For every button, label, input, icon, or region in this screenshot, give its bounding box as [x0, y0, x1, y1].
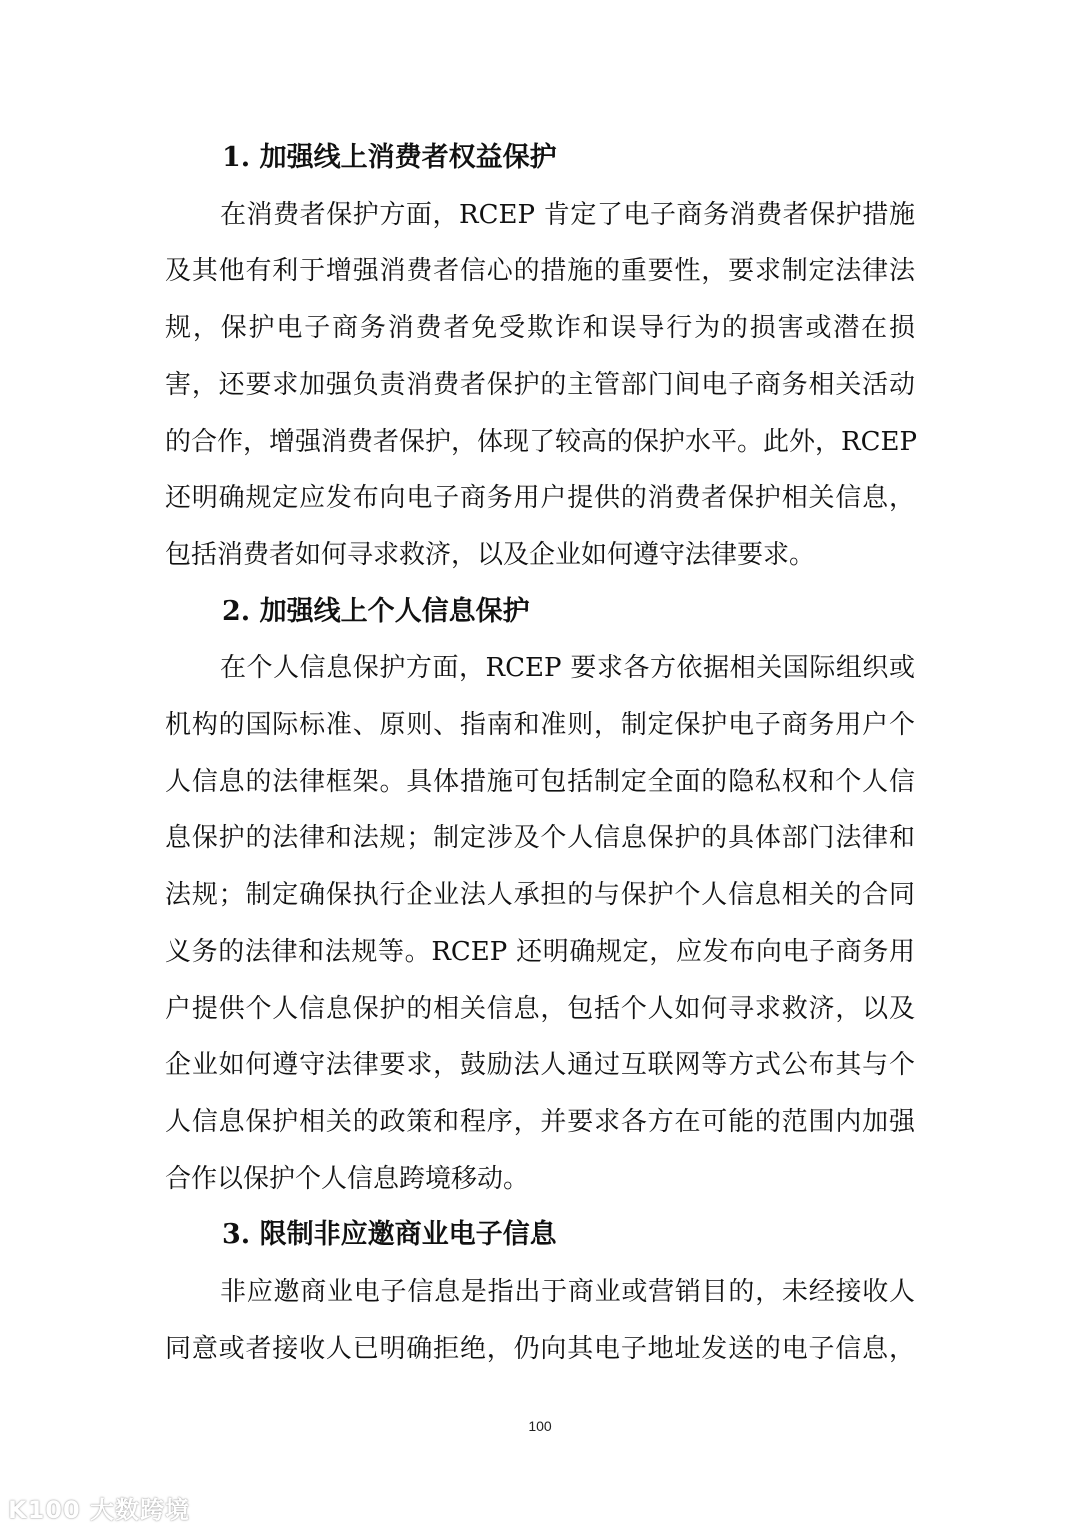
page-number: 100: [528, 1418, 552, 1434]
paragraph-line: 机构的国际标准、原则、指南和准则，制定保护电子商务用户个: [165, 710, 915, 740]
section-heading: 3. 限制非应邀商业电子信息: [222, 1219, 557, 1251]
paragraph-line: 非应邀商业电子信息是指出于商业或营销目的，未经接收人: [220, 1277, 915, 1307]
paragraph-line: 户提供个人信息保护的相关信息，包括个人如何寻求救济，以及: [165, 993, 915, 1024]
paragraph-line: 还明确规定应发布向电子商务用户提供的消费者保护相关信息，: [165, 483, 915, 514]
paragraph-line: 企业如何遵守法律要求，鼓励法人通过互联网等方式公布其与个: [165, 1050, 915, 1081]
paragraph-line: 法规；制定确保执行企业法人承担的与保护个人信息相关的合同: [165, 880, 915, 911]
paragraph-line: 合作以保护个人信息跨境移动。: [165, 1163, 530, 1194]
paragraph-line: 同意或者接收人已明确拒绝，仍向其电子地址发送的电子信息，: [165, 1333, 915, 1364]
watermark-logo: K100 大数跨境: [8, 1496, 191, 1524]
paragraph-line: 在个人信息保护方面，RCEP 要求各方依据相关国际组织或: [220, 653, 915, 684]
paragraph-line: 及其他有利于增强消费者信心的措施的重要性，要求制定法律法: [165, 256, 915, 287]
paragraph-line: 包括消费者如何寻求救济，以及企业如何遵守法律要求。: [165, 539, 816, 570]
paragraph-line: 义务的法律和法规等。RCEP 还明确规定，应发布向电子商务用: [165, 936, 915, 967]
section-heading: 2. 加强线上个人信息保护: [222, 595, 530, 627]
paragraph-line: 的合作，增强消费者保护，体现了较高的保护水平。此外，RCEP: [165, 426, 917, 457]
section-heading: 1. 加强线上消费者权益保护: [222, 142, 557, 173]
paragraph-line: 人信息保护相关的政策和程序，并要求各方在可能的范围内加强: [165, 1106, 915, 1137]
paragraph-line: 息保护的法律和法规；制定涉及个人信息保护的具体部门法律和: [165, 823, 915, 854]
paragraph-line: 在消费者保护方面，RCEP 肯定了电子商务消费者保护措施: [220, 199, 915, 230]
paragraph-line: 规，保护电子商务消费者免受欺诈和误导行为的损害或潜在损: [165, 313, 915, 344]
paragraph-line: 害，还要求加强负责消费者保护的主管部门间电子商务相关活动: [165, 369, 915, 400]
paragraph-line: 人信息的法律框架。具体措施可包括制定全面的隐私权和个人信: [165, 766, 915, 797]
